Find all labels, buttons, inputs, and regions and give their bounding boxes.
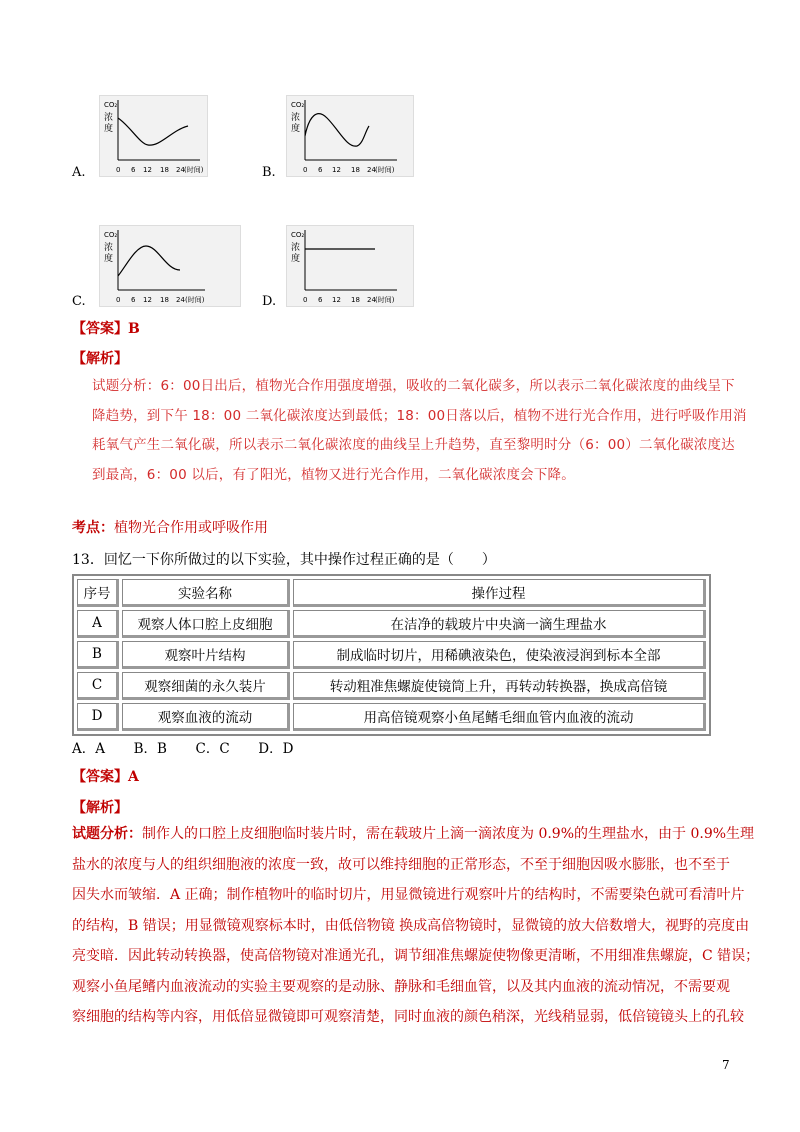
table-cell: 用高倍镜观察小鱼尾鳍毛细血管内血液的流动 <box>293 703 706 731</box>
table-cell: 观察细菌的永久装片 <box>122 672 290 700</box>
choice: A．A <box>72 741 105 757</box>
graph-ylabel: 度 <box>104 254 114 264</box>
analysis-line: 因失水而皱缩．A 正确；制作植物叶的临时切片，用显微镜进行观察叶片的结构时，不需要染色就可看清叶片 <box>72 887 745 903</box>
table-row <box>77 641 706 669</box>
q12-answer <box>72 318 140 338</box>
co2-curve <box>118 246 180 276</box>
option-b-graph <box>286 95 414 177</box>
graph-ylabel: CO₂ <box>104 231 118 239</box>
table-cell: 观察人体口腔上皮细胞 <box>122 610 290 638</box>
graph-ylabel: 度 <box>104 124 114 134</box>
graph-ylabel: 浓 <box>104 113 114 123</box>
table-cell: C <box>77 672 119 700</box>
tick-label: 0 <box>116 296 121 304</box>
q12-analysis-label: 【解析】 <box>72 351 128 367</box>
tick-label: 6 <box>318 296 323 304</box>
analysis-line: 耗氧气产生二氧化碳，所以表示二氧化碳浓度的曲线呈上升趋势，直至黎明时分（6：00）二氧化碳浓度达 <box>92 437 735 453</box>
tick-label: 24 <box>367 296 376 304</box>
graph-ylabel: CO₂ <box>291 101 305 109</box>
option-a-graph <box>99 95 208 177</box>
analysis-line <box>72 819 755 850</box>
experiment-table <box>72 574 711 736</box>
graph-ylabel: CO₂ <box>291 231 305 239</box>
choice: B．B <box>133 741 167 757</box>
kaodian-label: 考点： <box>72 520 114 536</box>
answer-value: B <box>128 321 140 337</box>
tick-label: 12 <box>332 296 341 304</box>
q13-analysis-text <box>72 819 760 1033</box>
analysis-prefix: 试题分析： <box>72 826 142 842</box>
x-unit: (时间) <box>184 166 204 174</box>
analysis-line: 亮变暗．因此转动转换器，使高倍物镜对准通光孔，调节细准焦螺旋使物像更清晰，不用细准焦螺旋，C 错误； <box>72 948 760 964</box>
tick-label: 12 <box>143 296 152 304</box>
tick-label: 12 <box>332 166 341 174</box>
q13-analysis-label: 【解析】 <box>72 800 128 816</box>
q13-choices <box>72 737 293 757</box>
tick-label: 12 <box>143 166 152 174</box>
x-unit: (时间) <box>375 296 395 304</box>
graph-ylabel: 度 <box>291 124 301 134</box>
table-cell: 制成临时切片，用稀碘液染色，使染液浸润到标本全部 <box>293 641 706 669</box>
tick-label: 18 <box>160 296 169 304</box>
tick-label: 18 <box>160 166 169 174</box>
x-unit: (时间) <box>375 166 395 174</box>
table-header: 操作过程 <box>293 579 706 607</box>
table-cell: A <box>77 610 119 638</box>
tick-label: 6 <box>131 166 136 174</box>
tick-label: 0 <box>303 296 308 304</box>
table-header: 实验名称 <box>122 579 290 607</box>
table-cell: B <box>77 641 119 669</box>
option-d-label: D. <box>262 294 277 309</box>
co2-curve <box>305 114 369 146</box>
answer-value: A <box>128 769 139 785</box>
tick-label: 18 <box>351 296 360 304</box>
answer-label: 【答案】 <box>72 769 128 785</box>
x-unit: (时间) <box>185 296 205 304</box>
option-a-label: A. <box>72 165 86 180</box>
graph-ylabel: 浓 <box>291 113 301 123</box>
table-header: 序号 <box>77 579 119 607</box>
tick-label: 6 <box>318 166 323 174</box>
graph-ylabel: 度 <box>291 254 301 264</box>
table-cell: 在洁净的载玻片中央滴一滴生理盐水 <box>293 610 706 638</box>
analysis-line: 到最高，6：00 以后，有了阳光，植物又进行光合作用，二氧化碳浓度会下降。 <box>92 466 575 483</box>
q13-answer <box>72 766 139 786</box>
tick-label: 24 <box>367 166 376 174</box>
q12-kaodian <box>72 517 268 537</box>
graph-ylabel: 浓 <box>291 243 301 253</box>
option-d-graph <box>286 225 414 307</box>
analysis-line: 盐水的浓度与人的组织细胞液的浓度一致，故可以维持细胞的正常形态，不至于细胞因吸水膨胀，也不至于 <box>72 856 730 873</box>
option-c-label: C. <box>72 294 86 309</box>
graph-ylabel: 浓 <box>104 243 114 253</box>
option-b-label: B. <box>262 165 276 180</box>
table-row <box>77 610 706 638</box>
analysis-line: 的结构，B 错误；用显微镜观察标本时，由低倍物镜 换成高倍物镜时，显微镜的放大倍数增大，视野的亮度由 <box>72 917 750 934</box>
analysis-line: 观察小鱼尾鳍内血液流动的实验主要观察的是动脉、静脉和毛细血管，以及其内血液的流动情况，不需要观 <box>72 978 730 995</box>
q13-question: 13．回忆一下你所做过的以下实验，其中操作过程正确的是（ ） <box>72 552 496 568</box>
kaodian-text: 植物光合作用或呼吸作用 <box>114 520 268 536</box>
choice: D．D <box>258 741 294 757</box>
table-cell: 转动粗准焦螺旋使镜筒上升，再转动转换器，换成高倍镜 <box>293 672 706 700</box>
q12-analysis-text <box>92 372 772 490</box>
tick-label: 0 <box>303 166 308 174</box>
option-c-graph <box>99 225 241 307</box>
choice: C．C <box>195 741 230 757</box>
answer-label: 【答案】 <box>72 321 128 337</box>
co2-curve <box>118 118 188 145</box>
table-row <box>77 672 706 700</box>
tick-label: 0 <box>116 166 121 174</box>
graph-ylabel: CO₂ <box>104 101 118 109</box>
tick-label: 24 <box>176 296 185 304</box>
tick-label: 18 <box>351 166 360 174</box>
page-number: 7 <box>722 1058 730 1072</box>
table-cell: D <box>77 703 119 731</box>
table-row <box>77 703 706 731</box>
analysis-line: 试题分析：6：00日出后，植物光合作用强度增强，吸收的二氧化碳多，所以表示二氧化碳浓度的曲线呈下 <box>92 378 735 394</box>
table-cell: 观察叶片结构 <box>122 641 290 669</box>
analysis-line: 察细胞的结构等内容，用低倍显微镜即可观察清楚，同时血液的颜色稍深，光线稍显弱，低倍镜镜头上的孔较 <box>72 1009 744 1025</box>
tick-label: 6 <box>131 296 136 304</box>
table-header-row <box>77 579 706 607</box>
tick-label: 24 <box>176 166 185 174</box>
table-cell: 观察血液的流动 <box>122 703 290 731</box>
analysis-line-text: 制作人的口腔上皮细胞临时装片时，需在载玻片上滴一滴浓度为 0.9%的生理盐水，由于 0.9%生理 <box>142 826 755 842</box>
analysis-line: 降趋势，到下午 18：00 二氧化碳浓度达到最低；18：00日落以后，植物不进行光合作用，进行呼吸作用消 <box>92 407 747 424</box>
